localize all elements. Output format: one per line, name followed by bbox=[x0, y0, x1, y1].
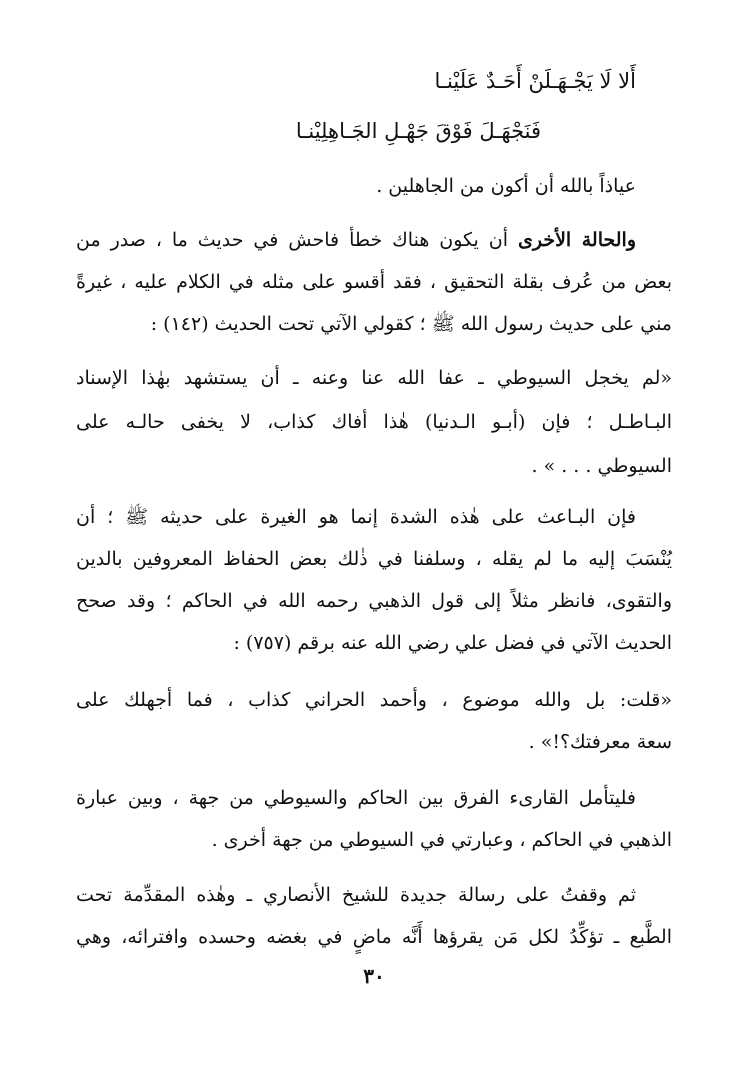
text-line bbox=[76, 222, 636, 258]
poem-verse-1: أَلا لَا يَجْـهَـلَنْ أَحَـدٌ عَلَيْنـا bbox=[434, 69, 636, 93]
text-line: الذهبي في الحاكم ، وعبارتي في السيوطي من جهة أخرى . bbox=[211, 829, 672, 851]
text-line: فليتأمل القارىء الفرق بين الحاكم والسيوطي من جهة ، وبين عبارة bbox=[76, 787, 636, 809]
quote-line: سعة معرفتك؟!» . bbox=[528, 731, 672, 753]
quote-line: «قلت: بل والله موضوع ، وأحمد الحراني كذاب ، فما أجهلك على bbox=[76, 689, 672, 711]
page-number: ٣٠ bbox=[363, 964, 385, 988]
lead-phrase: والحالة الأخرى bbox=[517, 229, 636, 251]
text-line: عياذاً بالله أن أكون من الجاهلين . bbox=[376, 175, 636, 197]
text-line: والتقوى، فانظر مثلاً إلى قول الذهبي رحمه الله في الحاكم ؛ وقد صحح bbox=[76, 590, 672, 612]
text-line: الطَّبع ـ تؤكِّدُ لكل مَن يقرؤها أَنَّه ماضٍ في بغضه وحسده وافترائه، وهي bbox=[76, 926, 672, 948]
quote-line: البـاطـل ؛ فإن (أبـو الـدنيا) هٰذا أفاك كذاب، لا يخفى حالـه على bbox=[76, 411, 672, 433]
text-line: فإن البـاعث على هٰذه الشدة إنما هو الغيرة على حديثه ﷺ ؛ أن bbox=[76, 506, 636, 528]
text-line: يُنْسَبَ إليه ما لم يقله ، وسلفنا في ذٰلك بعض الحفاظ المعروفين بالدين bbox=[76, 548, 672, 570]
text-segment: أن يكون هناك خطأ فاحش في حديث ما ، صدر من bbox=[76, 229, 509, 251]
text-line: ثم وقفتُ على رسالة جديدة للشيخ الأنصاري ـ وهٰذه المقدِّمة تحت bbox=[76, 884, 636, 906]
quote-line: «لم يخجل السيوطي ـ عفا الله عنا وعنه ـ أن يستشهد بهٰذا الإسناد bbox=[76, 367, 672, 389]
text-line: مني على حديث رسول الله ﷺ ؛ كقولي الآتي تحت الحديث (١٤٢) : bbox=[150, 313, 672, 335]
quote-line: السيوطي . . . » . bbox=[531, 455, 672, 477]
text-line: الحديث الآتي في فضل علي رضي الله عنه برقم (٧٥٧) : bbox=[233, 632, 672, 654]
poem-verse-2: فَنَجْهَـلَ فَوْقَ جَهْـلِ الجَـاهِلِيْنـا bbox=[295, 119, 541, 143]
text-line: بعض من عُرف بقلة التحقيق ، فقد أقسو على مثله في الكلام عليه ، غيرةً bbox=[76, 271, 672, 293]
